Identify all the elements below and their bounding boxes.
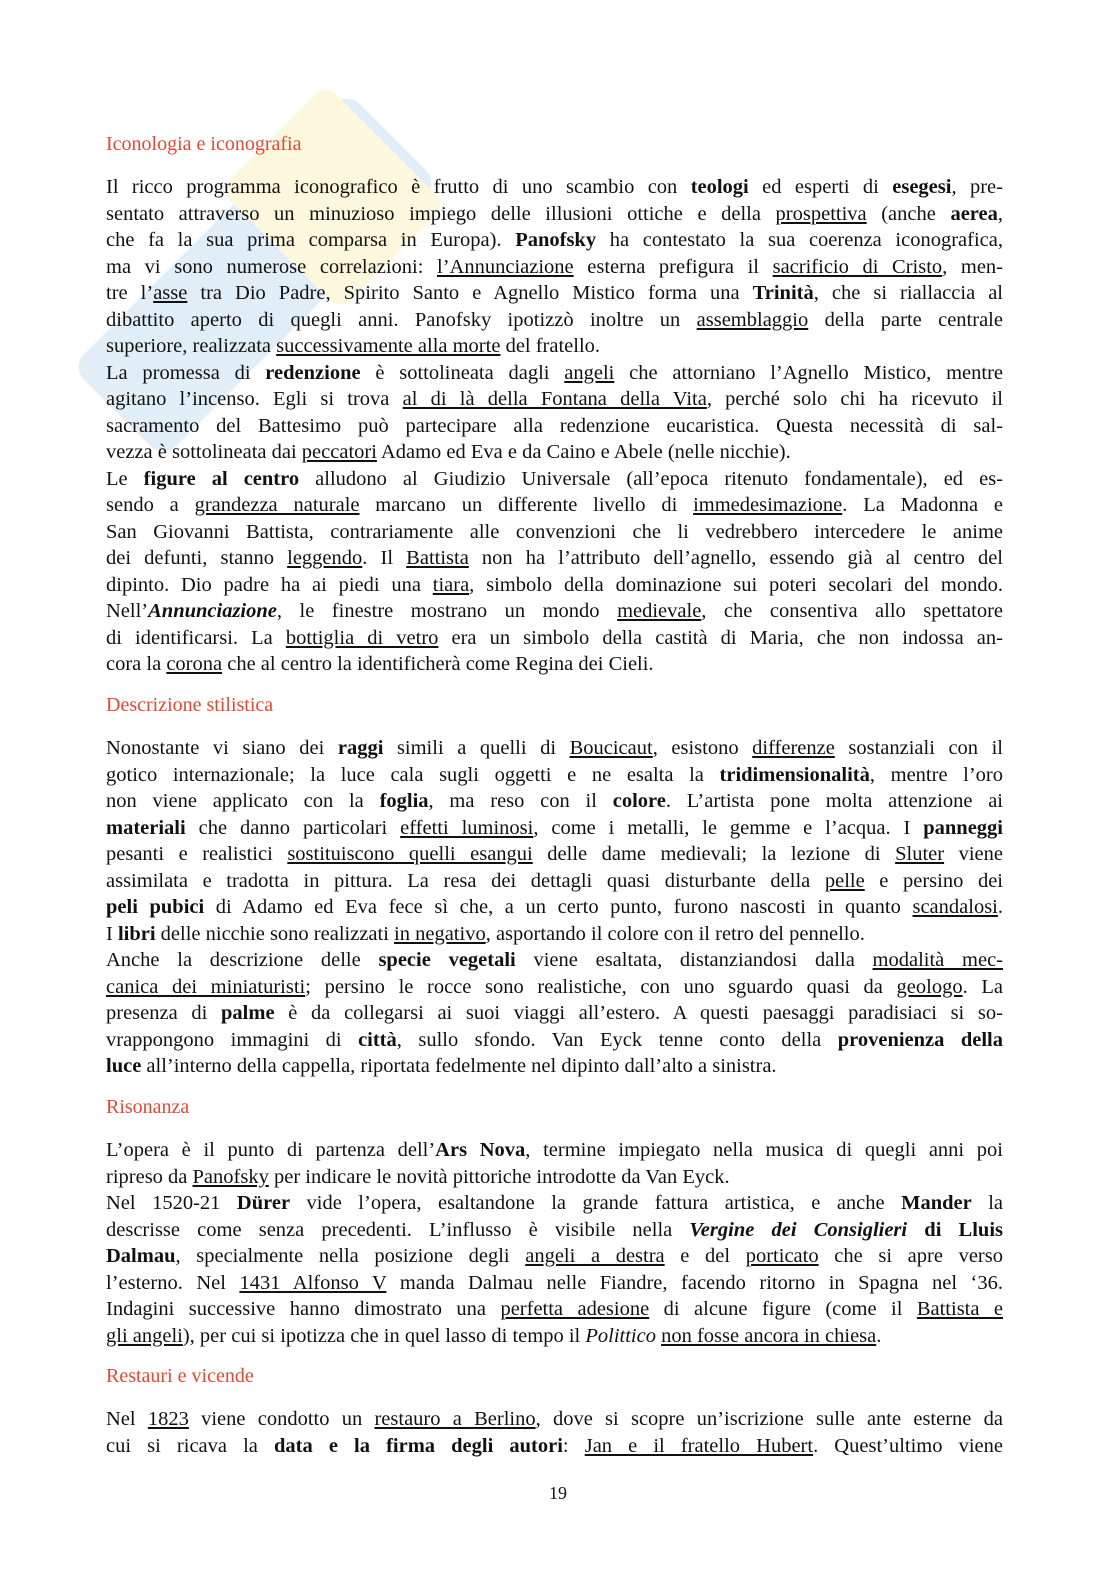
text-run: , simbolo della dominazione sui poteri secolari del mondo. <box>469 573 1003 596</box>
sec-0-body <box>106 174 1003 678</box>
text-run: che danno particolari <box>185 816 401 839</box>
text-run: viene <box>944 843 1003 865</box>
underlined-term: Boucicaut <box>569 737 653 759</box>
text-run: (anche <box>866 202 951 225</box>
text-run: vrappongono immagini di <box>106 1028 359 1051</box>
text-run: assimilata e tradotta in pittura. La resa dei dettagli quasi disturbante della <box>106 869 825 892</box>
text-run: delle dame medievali; la lezione di <box>532 843 896 865</box>
text-line <box>106 1270 1003 1297</box>
bold-term: data e la firma degli autori <box>274 1434 563 1457</box>
text-line <box>106 1406 1003 1433</box>
text-line <box>106 651 1003 678</box>
text-run: di identificarsi. La <box>106 626 286 649</box>
text-run: agitano l’incenso. Egli si trova <box>106 388 403 410</box>
text-line <box>106 386 1003 413</box>
bold-term: città <box>358 1028 397 1051</box>
text-run: la <box>971 1192 1003 1214</box>
text-run: , come i metalli, le gemme e l’acqua. I <box>533 816 924 839</box>
bold-term: esegesi <box>892 176 952 198</box>
underlined-term: grandezza naturale <box>194 494 360 516</box>
text-run: I <box>106 922 118 945</box>
text-line <box>106 413 1003 440</box>
bold-term: Dalmau <box>106 1245 176 1267</box>
underlined-term: assemblaggio <box>696 308 809 331</box>
text-run: Nel 1520-21 <box>106 1192 237 1214</box>
underlined-term: modalità mec- <box>872 949 1003 971</box>
text-line <box>106 788 1003 815</box>
bold-term: Ars Nova <box>435 1139 526 1161</box>
text-line <box>106 1243 1003 1270</box>
text-run: descrisse come senza precedenti. L’influsso è visibile nella <box>106 1218 690 1241</box>
underlined-term: gli angeli <box>106 1324 183 1347</box>
text-run: all’interno della cappella, riportata fedelmente nel dipinto dall’alto a sinistra. <box>141 1055 777 1077</box>
text-run: , termine impiegato nella musica di quegli anni poi <box>525 1139 1004 1161</box>
text-run: , sullo sfondo. Van Eyck tenne conto della <box>396 1028 838 1051</box>
bold-term: materiali <box>106 816 186 839</box>
text-run: per indicare le novità pittoriche introdotte da Van Eyck. <box>268 1165 730 1188</box>
text-line <box>106 947 1003 974</box>
underlined-term: l’Annunciazione <box>437 255 574 278</box>
text-run: è sottolineata dagli <box>360 361 565 384</box>
bold-term: Dürer <box>236 1192 291 1214</box>
text-run: che fa la sua prima comparsa in Europa). <box>106 229 516 251</box>
text-run: , mentre l’oro <box>869 763 1004 786</box>
text-line <box>106 1137 1003 1164</box>
underlined-term: Panofsky <box>192 1165 269 1188</box>
text-run: del fratello. <box>500 335 601 357</box>
underlined-term: angeli <box>564 361 615 384</box>
text-run: , dove si scopre un’iscrizione sulle ante esterne da <box>535 1408 1003 1430</box>
text-line <box>106 625 1003 652</box>
text-run: delle nicchie sono realizzati <box>155 922 395 945</box>
text-run: di Adamo ed Eva fece sì che, a un certo punto, furono nascosti in quanto <box>204 896 913 918</box>
text-run: Nell’ <box>106 600 149 622</box>
underlined-term: Battista e <box>916 1298 1004 1320</box>
text-run: cora la <box>106 653 167 675</box>
underlined-term: prospettiva <box>775 202 867 225</box>
text-run: alludono al Giudizio Universale (all’epoca ritenuto fondamentale), ed es- <box>299 467 1003 490</box>
text-line <box>106 1053 1003 1080</box>
bold-term: di Lluis <box>907 1218 1003 1241</box>
text-run: . Il <box>362 547 407 569</box>
text-run: ma vi sono numerose correlazioni: <box>106 255 438 278</box>
text-run: , asportando il colore con il retro del pennello. <box>485 922 865 945</box>
text-line <box>106 492 1003 519</box>
text-run: ed esperti di <box>748 176 893 198</box>
bold-term: Panofsky <box>515 229 597 251</box>
text-run: , perché solo chi ha ricevuto il <box>706 388 1003 410</box>
bold-term: specie vegetali <box>378 949 516 971</box>
text-line <box>106 1296 1003 1323</box>
text-run: che si apre verso <box>818 1245 1003 1267</box>
text-run: Adamo ed Eva e da Caino e Abele (nelle nicchie). <box>376 441 791 463</box>
text-run: , che consentiva allo spettatore <box>701 600 1003 622</box>
text-run: Nonostante vi siano dei <box>106 737 338 759</box>
underlined-term: geologo <box>896 975 963 998</box>
text-run: . <box>876 1324 882 1347</box>
text-run: L’opera è il punto di partenza dell’ <box>106 1139 436 1161</box>
text-line <box>106 894 1003 921</box>
sec-0-heading: Iconologia e iconografia <box>106 133 302 155</box>
text-run: tre l’ <box>106 282 154 304</box>
sec-1-heading: Descrizione stilistica <box>106 694 274 716</box>
text-line <box>106 598 1003 625</box>
bold-term: Vergine dei Consiglieri <box>689 1218 908 1241</box>
text-run: ), per cui si ipotizza che in quel lasso di tempo il <box>182 1324 586 1347</box>
text-line <box>106 545 1003 572</box>
sec-1-body <box>106 735 1003 1080</box>
text-line <box>106 333 1003 360</box>
text-line <box>106 841 1003 868</box>
underlined-term: peccatori <box>301 441 377 463</box>
text-line <box>106 201 1003 228</box>
underlined-term: 1431 Alfonso V <box>239 1271 387 1294</box>
text-run: che al centro la identificherà come Regina dei Cieli. <box>222 653 654 675</box>
text-line <box>106 815 1003 842</box>
bold-term: Mander <box>901 1192 972 1214</box>
text-line <box>106 1190 1003 1217</box>
underlined-term: 1823 <box>147 1408 189 1430</box>
underlined-term: perfetta adesione <box>500 1298 650 1320</box>
text-line <box>106 868 1003 895</box>
text-run: : <box>562 1434 585 1457</box>
text-run: non viene applicato con la <box>106 790 380 812</box>
text-line <box>106 174 1003 201</box>
text-run: vide l’opera, esaltandone la grande fattura artistica, e anche <box>290 1192 902 1214</box>
underlined-term: sacrificio di Cristo <box>772 255 943 278</box>
text-run: . L’artista pone molta attenzione ai <box>665 790 1003 812</box>
text-run: . La Madonna e <box>842 494 1003 516</box>
text-run: manda Dalmau nelle Fiandre, facendo ritorno in Spagna nel ‘36. <box>386 1271 1003 1294</box>
text-line <box>106 974 1003 1001</box>
text-run: Anche la descrizione delle <box>106 949 379 971</box>
text-run: di alcune figure (come il <box>649 1298 917 1320</box>
text-run: viene condotto un <box>188 1408 375 1430</box>
underlined-term: angeli a destra <box>525 1245 665 1267</box>
underlined-term: canica dei miniaturisti <box>106 975 306 998</box>
sec-3-heading: Restauri e vicende <box>106 1365 254 1387</box>
text-run: che attorniano l’Agnello Mistico, mentre <box>614 361 1003 384</box>
underlined-term: differenze <box>752 737 835 759</box>
text-line <box>106 921 1003 948</box>
text-run: pesanti e realistici <box>106 843 288 865</box>
text-run: San Giovanni Battista, contrariamente alle convenzioni che li vedrebbero intercedere le anime <box>106 520 1003 543</box>
sec-2-heading: Risonanza <box>106 1096 190 1118</box>
text-run: vezza è sottolineata dai <box>106 441 302 463</box>
underlined-term: sostituiscono quelli esangui <box>287 843 533 865</box>
underlined-term: pelle <box>824 869 865 892</box>
underlined-term: effetti luminosi <box>400 816 534 839</box>
text-run: e del <box>664 1245 746 1267</box>
text-run: sentato attraverso un minuzioso impiego delle illusioni ottiche e della <box>106 202 776 225</box>
text-line <box>106 1323 1003 1350</box>
text-run: e persino dei <box>864 869 1004 892</box>
text-run: , esistono <box>652 737 753 759</box>
text-line <box>106 360 1003 387</box>
text-run: superiore, realizzata <box>106 335 277 357</box>
text-run: l’esterno. Nel <box>106 1271 240 1294</box>
text-run: , specialmente nella posizione degli <box>175 1245 526 1267</box>
underlined-term: immedesimazione <box>693 494 843 516</box>
text-run: . <box>997 896 1003 918</box>
text-run: esterna prefigura il <box>573 255 773 278</box>
underlined-term: Sluter <box>895 843 945 865</box>
text-run: dibattito aperto di quegli anni. Panofsky ipotizzò inoltre un <box>106 308 697 331</box>
text-run: sendo a <box>106 494 195 516</box>
text-run: , pre- <box>951 176 1003 198</box>
text-run: non ha l’attributo dell’agnello, essendo già al centro del <box>468 547 1003 569</box>
bold-term: aerea <box>950 202 998 225</box>
text-line <box>106 762 1003 789</box>
text-line <box>106 735 1003 762</box>
bold-term: figure al centro <box>143 467 300 490</box>
bold-term: palme <box>221 1002 275 1024</box>
text-line <box>106 519 1003 546</box>
bold-term: peli pubici <box>106 896 205 918</box>
text-run: è da collegarsi ai suoi viaggi all’estero. A questi paesaggi paradisiaci si so- <box>274 1002 1003 1024</box>
text-run: Polittico <box>585 1324 656 1347</box>
text-run: gotico internazionale; la luce cala sugli oggetti e ne esalta la <box>106 763 720 786</box>
underlined-term: porticato <box>745 1245 819 1267</box>
text-line <box>106 572 1003 599</box>
underlined-term: leggendo <box>287 547 363 569</box>
text-line <box>106 439 1003 466</box>
bold-term: provenienza della <box>837 1028 1003 1051</box>
bold-term: Trinità <box>752 282 814 304</box>
text-run: ripreso da <box>106 1165 193 1188</box>
text-line <box>106 1433 1003 1460</box>
text-line <box>106 1217 1003 1244</box>
text-run: Le <box>106 467 144 490</box>
text-run: Indagini successive hanno dimostrato una <box>106 1298 501 1320</box>
underlined-term: restauro a Berlino <box>374 1408 536 1430</box>
underlined-term: Battista <box>406 547 469 569</box>
text-run: ; persino le rocce sono realistiche, con uno sguardo quasi da <box>305 975 897 998</box>
text-run: , le finestre mostrano un mondo <box>276 600 618 622</box>
text-run: cui si ricava la <box>106 1434 274 1457</box>
text-run: sostanziali con il <box>834 737 1003 759</box>
text-line <box>106 466 1003 493</box>
sec-3-body <box>106 1406 1003 1459</box>
text-line <box>106 1027 1003 1054</box>
text-run: , ma reso con il <box>428 790 613 812</box>
text-run: tra Dio Padre, Spirito Santo e Agnello Mistico forma una <box>187 282 753 304</box>
text-line <box>106 227 1003 254</box>
bold-term: libri <box>117 922 156 945</box>
text-run: . Quest’ultimo viene <box>813 1434 1003 1457</box>
text-line <box>106 254 1003 281</box>
text-run: , <box>997 202 1003 225</box>
underlined-term: scandalosi <box>912 896 998 918</box>
text-run: ha contestato la sua coerenza iconografica, <box>596 229 1003 251</box>
text-line <box>106 1164 1003 1191</box>
bold-term: luce <box>106 1055 142 1077</box>
underlined-term: in negativo <box>394 922 486 945</box>
underlined-term: non fosse ancora in chiesa <box>661 1324 877 1347</box>
underlined-term: Jan e il fratello Hubert <box>584 1434 814 1457</box>
text-line <box>106 280 1003 307</box>
text-run: , men- <box>942 255 1004 278</box>
bold-term: tridimensionalità <box>719 763 870 786</box>
text-run: Il ricco programma iconografico è frutto di uno scambio con <box>106 176 691 198</box>
underlined-term: asse <box>153 282 188 304</box>
underlined-term: al di là della Fontana della Vita <box>402 388 707 410</box>
text-run: sacramento del Battesimo può partecipare alla redenzione eucaristica. Questa necessità di sal- <box>106 414 1003 437</box>
text-run: La promessa di <box>106 361 266 384</box>
underlined-term: successivamente alla morte <box>276 335 501 357</box>
text-run: . La <box>962 975 1003 998</box>
underlined-term: tiara <box>432 573 470 596</box>
text-line <box>106 307 1003 334</box>
page-number: 19 <box>549 1483 567 1503</box>
text-run: era un simbolo della castità di Maria, che non indossa an- <box>438 626 1003 649</box>
bold-term: Annunciazione <box>148 600 277 622</box>
text-run: , che si riallaccia al <box>813 282 1003 304</box>
bold-term: foglia <box>379 790 429 812</box>
text-run: della parte centrale <box>808 308 1003 331</box>
sec-2-body <box>106 1137 1003 1349</box>
text-run: marcano un differente livello di <box>359 494 694 516</box>
bold-term: panneggi <box>923 816 1003 839</box>
underlined-term: medievale <box>617 600 702 622</box>
text-run: dei defunti, stanno <box>106 547 288 569</box>
underlined-term: bottiglia di vetro <box>285 626 439 649</box>
bold-term: colore <box>612 790 666 812</box>
underlined-term: corona <box>166 653 223 675</box>
bold-term: redenzione <box>265 361 361 384</box>
text-run: dipinto. Dio padre ha ai piedi una <box>106 573 433 596</box>
bold-term: raggi <box>337 737 384 759</box>
text-run: simili a quelli di <box>383 737 570 759</box>
text-line <box>106 1000 1003 1027</box>
text-run: presenza di <box>106 1002 222 1024</box>
bold-term: teologi <box>690 176 749 198</box>
text-run: viene esaltata, distanziandosi dalla <box>515 949 873 971</box>
text-run: Nel <box>106 1408 148 1430</box>
